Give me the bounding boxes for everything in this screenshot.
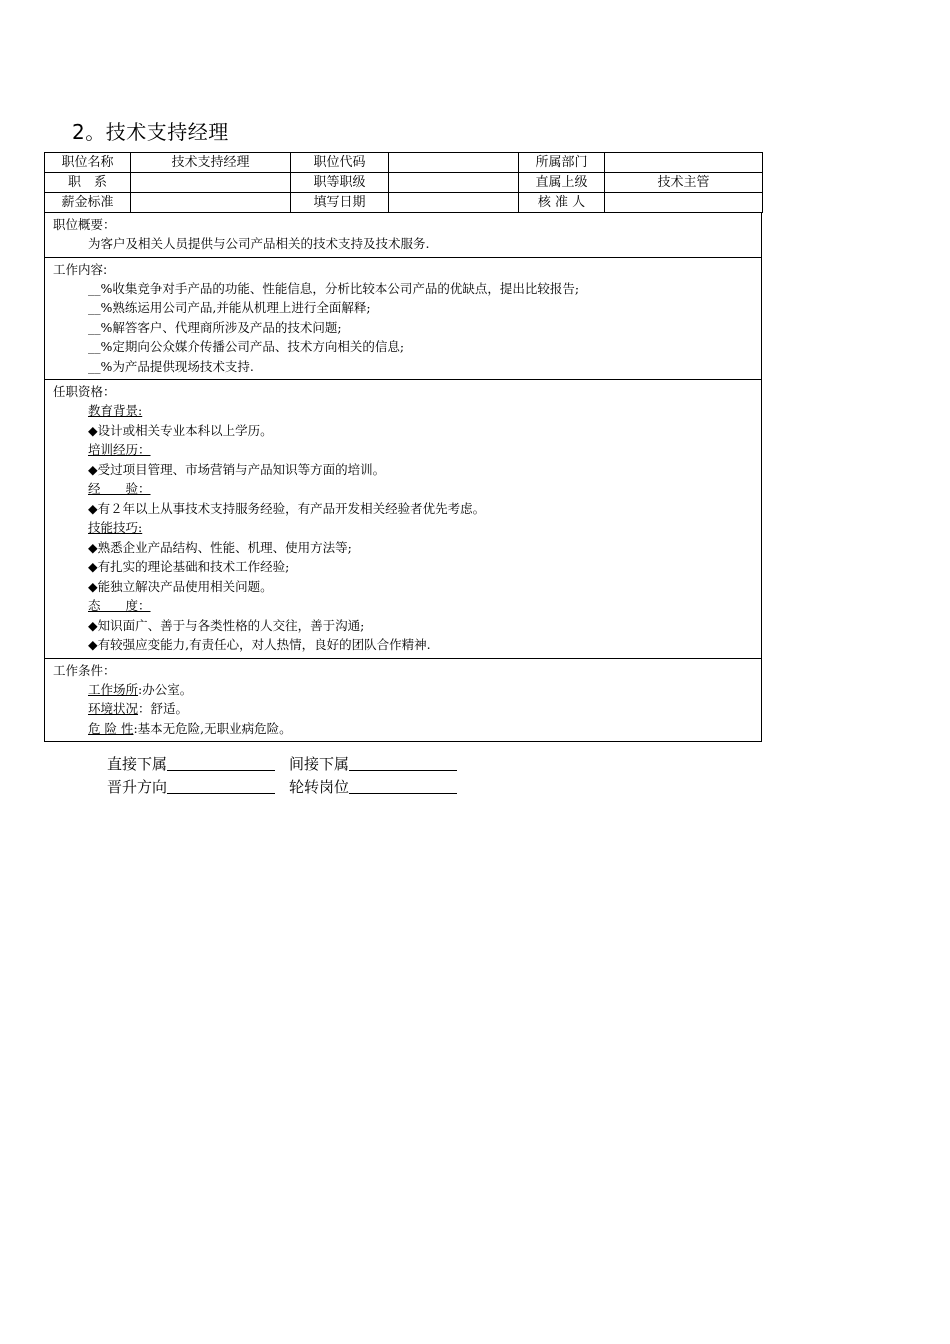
job-grade-label: 职等职级 [291,173,389,193]
experience-label: 经 验： [88,481,151,496]
work-place-line [53,680,761,700]
attitude-label: 态 度： [88,598,151,613]
job-description-sheet [44,152,762,742]
work-place-value: :办公室。 [138,681,193,697]
training-label: 培训经历： [88,442,151,457]
list-item: __%为产品提供现场技术支持. [88,358,254,374]
job-header-table [44,152,763,213]
experience-text: ◆有２年以上从事技术支持服务经验，有产品开发相关经验者优先考虑。 [88,500,486,516]
supervisor-value: 技术主管 [605,173,763,193]
subordinates-line [107,753,457,774]
promotion-blank [167,778,275,794]
department-value [605,153,763,173]
job-family-value [131,173,291,193]
list-item: ◆能独立解决产品使用相关问题。 [88,578,273,594]
approver-value [605,193,763,213]
list-item: ◆熟悉企业产品结构、性能、机理、使用方法等; [88,539,352,555]
risk-value: :基本无危险,无职业病危险。 [133,720,292,736]
list-item: __%定期向公众媒介传播公司产品、技术方向相关的信息; [88,339,405,354]
qualifications-heading: 任职资格： [53,384,116,399]
fill-date-value [389,193,519,213]
conditions-section [44,659,762,743]
list-item: ◆有较强应变能力,有责任心，对人热情，良好的团队合作精神. [88,637,431,652]
job-family-label: 职 系 [45,173,131,193]
rotation-label: 轮转岗位 [289,778,350,796]
job-grade-value [389,173,519,193]
duties-heading: 工作内容: [53,261,108,277]
job-code-label: 职位代码 [291,153,389,173]
risk-line [53,719,761,739]
education-text: ◆设计或相关专业本科以上学历。 [88,422,273,438]
salary-label: 薪金标准 [45,193,131,213]
supervisor-label: 直属上级 [519,173,605,193]
environment-line [53,699,761,719]
education-label: 教育背景: [88,403,143,418]
approver-label: 核 准 人 [519,193,605,213]
job-title-label: 职位名称 [45,153,131,173]
work-place-label: 工作场所 [88,681,139,697]
list-item: ◆知识面广、善于与各类性格的人交往，善于沟通; [88,617,365,633]
summary-heading: 职位概要： [53,217,116,232]
conditions-heading: 工作条件： [53,662,116,678]
list-item: __%收集竞争对手产品的功能、性能信息，分析比较本公司产品的优缺点，提出比较报告; [88,280,580,296]
promotion-label: 晋升方向 [107,778,168,796]
table-row [45,153,763,173]
direct-reports-label: 直接下属 [107,755,168,773]
table-row [45,193,763,213]
direct-reports-blank [167,755,275,771]
summary-text: 为客户及相关人员提供与公司产品相关的技术支持及技术服务. [88,236,430,251]
qualifications-section [44,380,762,659]
job-code-value [389,153,519,173]
environment-label: 环境状况 [88,701,139,716]
environment-value: ：舒适。 [138,701,189,716]
indirect-reports-label: 间接下属 [289,755,350,773]
skills-label: 技能技巧: [88,520,143,535]
list-item: ◆有扎实的理论基础和技术工作经验; [88,559,290,574]
risk-label: 危 险 性 [88,720,134,736]
fill-date-label: 填写日期 [291,193,389,213]
salary-value [131,193,291,213]
duties-section [44,258,762,381]
list-item: __%解答客户、代理商所涉及产品的技术问题; [88,319,342,335]
rotation-blank [349,778,457,794]
department-label: 所属部门 [519,153,605,173]
list-item: __%熟练运用公司产品,并能从机理上进行全面解释; [88,300,371,315]
summary-section [44,213,762,258]
table-row [45,173,763,193]
job-title-value: 技术支持经理 [131,153,291,173]
indirect-reports-blank [349,755,457,771]
career-line [107,776,457,797]
page-title: 2。技术支持经理 [72,120,229,144]
training-text: ◆受过项目管理、市场营销与产品知识等方面的培训。 [88,461,386,477]
